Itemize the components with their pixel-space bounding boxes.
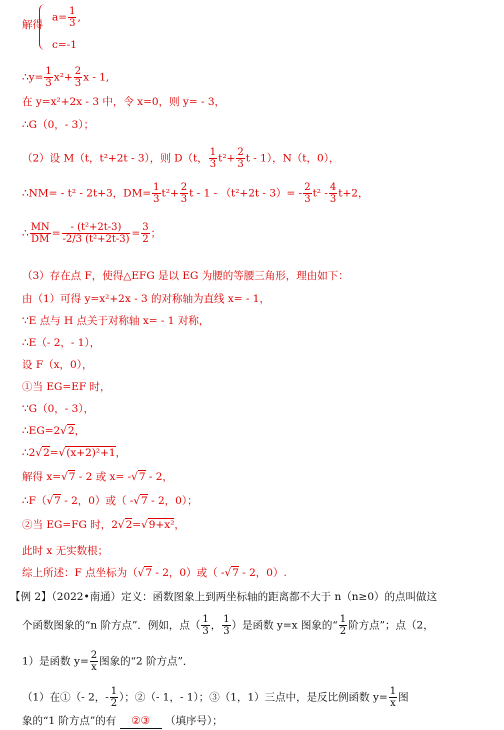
fraction <box>201 614 209 637</box>
radicand: 7 <box>138 471 146 483</box>
numerator: 1 <box>389 686 397 697</box>
text: ∴G（0，- 3）； <box>22 119 95 131</box>
text: 在 y=x²+2x - 3 中，令 x=0，则 y= - 3， <box>22 96 226 108</box>
example-line-4 <box>22 686 409 709</box>
solution-line-21: 综上所述：F 点坐标为（√7 - 2，0）或（ -√7 - 2，0）. <box>22 567 287 579</box>
denominator: 3 <box>74 78 82 89</box>
numerator: 1 <box>69 6 76 17</box>
solution-line-2 <box>22 66 109 89</box>
numerator: 1 <box>45 66 52 77</box>
text: t - 1），N（t，0）， <box>245 152 340 165</box>
radicand: 7 <box>68 471 76 483</box>
solution-line-14 <box>22 402 94 416</box>
solution-line-6 <box>22 182 368 205</box>
fraction <box>236 147 244 170</box>
radicand: 7 <box>232 567 239 579</box>
text: 综上所述：F 点坐标为（ <box>22 567 138 579</box>
text: ∴y= <box>22 71 44 84</box>
text: ， <box>174 519 185 531</box>
text: = <box>132 519 142 531</box>
text: ∴F（ <box>22 495 47 507</box>
numerator: 1 <box>339 614 347 625</box>
denominator: 3 <box>180 194 188 205</box>
numerator: 1 <box>202 614 209 625</box>
denominator: 3 <box>223 626 230 637</box>
numerator: 4 <box>329 182 337 193</box>
fraction <box>110 686 118 709</box>
denominator: x <box>91 662 97 673</box>
numerator: 1 <box>223 614 230 625</box>
text: 象的“1 阶方点”的有 <box>22 715 117 727</box>
text: ∴2 <box>22 447 36 459</box>
text: = <box>131 227 141 240</box>
denominator: 3 <box>153 194 160 205</box>
radicand: 2 <box>43 447 50 459</box>
solution-line-9 <box>22 292 270 306</box>
text: 此时 x 无实数根； <box>22 545 109 557</box>
text: 图 <box>398 691 409 704</box>
fraction <box>152 182 160 205</box>
numerator: MN <box>30 222 50 233</box>
text: , <box>77 11 81 24</box>
text: ）；②（- 1，- 1）；③（1，1）三点中，是反比例函数 y= <box>119 691 388 704</box>
solution-line-13 <box>22 380 110 394</box>
text: ∵G（0，- 3）， <box>22 403 95 415</box>
text: 图象的“2 阶方点”． <box>99 655 194 668</box>
solution-line-7 <box>22 222 161 245</box>
radicand: 2 <box>125 519 133 531</box>
fraction <box>62 222 131 245</box>
fraction <box>30 222 51 245</box>
denominator: 3 <box>45 78 52 89</box>
solution-line-3 <box>22 95 225 109</box>
text: （3）存在点 F，使得△EFG 是以 EG 为腰的等腰三角形，理由如下： <box>22 270 349 282</box>
radicand: 7 <box>141 495 148 507</box>
denominator: 3 <box>304 194 311 205</box>
denominator: -2/3 (t²+2t-3) <box>62 234 130 245</box>
denominator: 3 <box>69 18 76 29</box>
text: （2）设 M（t，t²+2t - 3），则 D（t， <box>22 152 208 165</box>
denominator: 3 <box>329 194 337 205</box>
solution-line-12 <box>22 358 92 372</box>
fraction <box>141 222 149 245</box>
numerator: 1 <box>209 147 217 158</box>
fraction <box>339 614 347 637</box>
solution-line-11 <box>22 336 100 350</box>
text: = <box>51 227 61 240</box>
fraction <box>329 182 337 205</box>
numerator: 3 <box>142 222 149 233</box>
text: （填序号）； <box>164 715 223 727</box>
text: - 2， <box>145 471 173 483</box>
denominator: 3 <box>209 159 217 170</box>
text: ∴EG=2 <box>22 425 61 437</box>
numerator: 2 <box>237 147 244 158</box>
numerator: 2 <box>90 650 98 661</box>
radicand: 9+x² <box>148 519 175 531</box>
numerator: 1 <box>110 686 118 697</box>
text: ②当 EG=FG 时，2 <box>22 519 118 531</box>
text: c=-1 <box>52 39 77 51</box>
radicand: (x+2)²+1 <box>66 447 116 459</box>
text: ①当 EG=EF 时， <box>22 381 111 393</box>
text: t² - <box>312 187 328 200</box>
fraction <box>209 147 217 170</box>
solution-line-5 <box>22 147 339 170</box>
numerator: 2 <box>304 182 311 193</box>
fraction <box>303 182 311 205</box>
solution-line-19: ②当 EG=FG 时，2√2=√9+x²， <box>22 519 185 531</box>
text: 解得 x= <box>22 471 62 483</box>
text: ∴ <box>22 227 29 240</box>
denominator: 2 <box>110 698 118 709</box>
answer-blank: ②③ <box>120 714 162 729</box>
fraction <box>180 182 188 205</box>
text: ， <box>115 447 127 459</box>
denominator: 3 <box>202 626 209 637</box>
numerator: 1 <box>153 182 160 193</box>
text: 个函数图象的“n 阶方点”．例如，点（ <box>22 619 201 632</box>
text: t - 1 - （t²+2t - 3）= - <box>189 187 303 200</box>
text: - 2，0）或（ - <box>60 495 134 507</box>
text: - 2，0）或（ - <box>152 567 225 579</box>
solution-line-15: ∴EG=2√2， <box>22 425 86 437</box>
text: ∴E（- 2，- 1）， <box>22 337 101 349</box>
solution-line-16: ∴2√2=√(x+2)²+1， <box>22 447 127 459</box>
text: t+2， <box>338 187 369 200</box>
text: x - 1, <box>83 71 110 84</box>
example-line-3 <box>22 650 193 673</box>
denominator: 3 <box>237 159 244 170</box>
solution-line-4 <box>22 118 94 132</box>
example-line-5 <box>22 714 223 729</box>
numerator: 2 <box>74 66 82 77</box>
numerator: 2 <box>180 182 188 193</box>
text: 【例 2】（2022•南通）定义：函数图象上到两坐标轴的距离都不大于 n（n≥0）的点叫做这 <box>10 591 438 603</box>
solution-line-17: 解得 x=√7 - 2 或 x= -√7 - 2， <box>22 471 173 483</box>
text: 设 F（x，0）， <box>22 359 93 371</box>
fraction <box>389 686 397 709</box>
text: ）是函数 y=x 图象的“ <box>231 619 338 632</box>
fraction <box>222 614 230 637</box>
solution-line-1-c <box>52 38 77 52</box>
radicand: 7 <box>54 495 61 507</box>
solution-line-10 <box>22 314 209 328</box>
text: 解得 <box>22 19 43 31</box>
text: ， <box>74 425 86 437</box>
text: （1）在①（- 2，- <box>22 691 109 704</box>
text: - 2，0）； <box>147 495 198 507</box>
fraction <box>68 6 76 29</box>
brace <box>39 4 48 50</box>
numerator: - (t²+2t-3) <box>62 222 131 234</box>
text: - 2 或 x= - <box>75 471 132 483</box>
text: - 2，0）. <box>238 567 287 579</box>
solution-line-8 <box>22 269 349 283</box>
text: t²+ <box>161 187 179 200</box>
text: 由（1）可得 y=x²+2x - 3 的对称轴为直线 x= - 1， <box>22 293 270 305</box>
denominator: DM <box>31 234 50 245</box>
solution-line-20 <box>22 544 108 558</box>
text: 1）是函数 y= <box>22 655 89 668</box>
denominator: x <box>390 698 396 709</box>
solution-line-18: ∴F（√7 - 2，0）或（ -√7 - 2，0）； <box>22 495 198 507</box>
denominator: 2 <box>142 234 149 245</box>
radicand: 7 <box>145 567 153 579</box>
text: 阶方点”；点（2， <box>348 619 434 632</box>
example-line-1 <box>10 590 437 604</box>
example-line-2 <box>22 614 434 637</box>
text: ∵E 点与 H 点关于对称轴 x= - 1 对称， <box>22 315 210 327</box>
text: t²+ <box>218 152 236 165</box>
text: a= <box>52 11 68 24</box>
fraction <box>90 650 98 673</box>
text: ∴NM= - t² - 2t+3，DM= <box>22 187 152 200</box>
text: x²+ <box>53 71 73 84</box>
text: ； <box>150 227 162 240</box>
text: = <box>49 447 59 459</box>
radicand: 2 <box>67 425 75 437</box>
text: ， <box>210 619 222 632</box>
solution-line-1-a <box>52 6 81 29</box>
fraction <box>44 66 52 89</box>
fraction <box>74 66 82 89</box>
denominator: 2 <box>339 626 347 637</box>
